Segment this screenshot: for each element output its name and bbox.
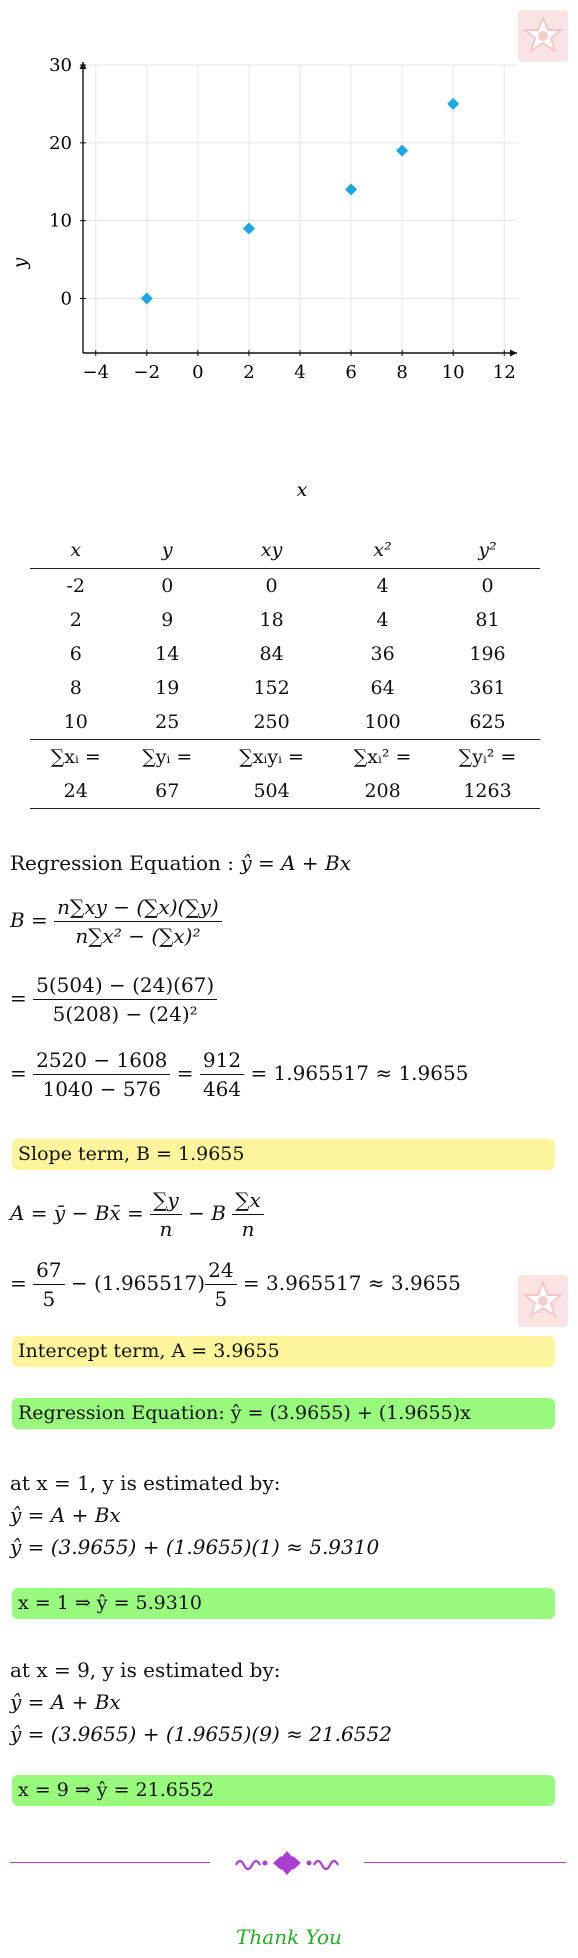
a-minus-b: − B [188, 1201, 226, 1225]
header-x2: x² [330, 532, 435, 569]
table-row [30, 705, 540, 740]
table-cell: 2 [69, 609, 82, 631]
sum-value-row [30, 774, 540, 809]
b-sub-numerator: 5(504) − (24)(67) [33, 973, 217, 1000]
table-cell: 0 [481, 575, 494, 597]
b-formula [10, 895, 222, 948]
b-calc-result: = 1.965517 ≈ 1.9655 [250, 1061, 469, 1085]
equals-sign: = [176, 1061, 194, 1085]
data-point [141, 293, 153, 305]
table-cell: 6 [69, 643, 82, 665]
table-cell: 19 [155, 677, 180, 699]
equals-sign: = [10, 1271, 27, 1295]
b-calc-numerator-1: 2520 − 1608 [33, 1048, 170, 1075]
y-tick-label: 30 [49, 55, 72, 76]
sum-label: ∑yᵢ² = [435, 740, 540, 775]
table-cell: 0 [161, 575, 174, 597]
table-cell: 0 [265, 575, 278, 597]
header-xy: xy [213, 532, 330, 569]
estimate-1-calc: ŷ = (3.9655) + (1.9655)(1) ≈ 5.9310 [10, 1535, 380, 1559]
table-cell: 4 [376, 609, 389, 631]
sum-label-row [30, 740, 540, 775]
sum-label: ∑xᵢ = [30, 740, 122, 775]
a-numerator-1: ∑y [150, 1188, 182, 1215]
table-cell: 4 [376, 575, 389, 597]
x-tick-label: 2 [243, 362, 255, 383]
table-cell: 625 [469, 711, 506, 733]
a-calc-numerator-1: 67 [33, 1258, 64, 1285]
slope-term-box: Slope term, B = 1.9655 [12, 1139, 555, 1170]
a-denominator-1: n [159, 1217, 173, 1241]
ornament-icon [232, 1849, 342, 1877]
sum-value: 24 [30, 774, 122, 809]
estimate-1-intro: at x = 1, y is estimated by: [10, 1471, 281, 1495]
sum-label: ∑yᵢ = [122, 740, 214, 775]
header-x: x [30, 532, 122, 569]
b-denominator: n∑x² − (∑x)² [75, 924, 201, 948]
sum-value: 208 [330, 774, 435, 809]
a-numerator-2: ∑x [232, 1188, 264, 1215]
thank-you-text: Thank You [236, 1925, 342, 1949]
x-tick-label: −4 [82, 362, 110, 383]
table-cell: 64 [370, 677, 395, 699]
a-calc-fraction-2 [205, 1258, 236, 1311]
table-cell: 14 [155, 643, 180, 665]
x-tick-label: 0 [192, 362, 204, 383]
table-cell: 36 [370, 643, 395, 665]
x-tick-label: 8 [396, 362, 408, 383]
a-lhs: A = ȳ − Bx̄ = [10, 1201, 144, 1225]
table-row [30, 637, 540, 671]
a-calc-middle: − (1.965517) [70, 1271, 206, 1295]
table-cell: 196 [469, 643, 506, 665]
equals-sign: = [10, 1061, 27, 1085]
table-header-row [30, 532, 540, 569]
data-point [243, 222, 255, 234]
a-calc-result: = 3.965517 ≈ 3.9655 [242, 1271, 461, 1295]
a-formula [10, 1188, 264, 1241]
table-cell: 250 [253, 711, 290, 733]
b-calc-fraction-2 [200, 1048, 244, 1101]
b-substitution [10, 973, 217, 1026]
sum-value: 504 [213, 774, 330, 809]
estimate-2-intro: at x = 9, y is estimated by: [10, 1658, 281, 1682]
table-cell: 100 [364, 711, 401, 733]
a-calc-denominator-1: 5 [42, 1287, 56, 1311]
data-point [345, 184, 357, 196]
a-denominator-2: n [241, 1217, 255, 1241]
y-tick-label: 0 [60, 288, 72, 310]
divider-right [364, 1862, 566, 1863]
divider-left [10, 1862, 210, 1863]
estimate-1-formula: ŷ = A + Bx [10, 1503, 121, 1527]
table-row [30, 569, 540, 604]
estimate-2-calc: ŷ = (3.9655) + (1.9655)(9) ≈ 21.6552 [10, 1722, 392, 1746]
b-fraction [54, 895, 222, 948]
table-cell: 18 [259, 609, 284, 631]
a-calc-numerator-2: 24 [205, 1258, 236, 1285]
a-fraction-1 [150, 1188, 182, 1241]
data-table [30, 532, 540, 809]
table-cell: 8 [69, 677, 82, 699]
table-cell: 81 [475, 609, 500, 631]
data-point [447, 98, 459, 110]
estimate-2-formula: ŷ = A + Bx [10, 1690, 121, 1714]
table-row [30, 671, 540, 705]
data-point [396, 145, 408, 157]
b-calc-denominator-2: 464 [202, 1077, 242, 1101]
x-tick-label: 4 [294, 362, 306, 383]
chart-ticks [49, 55, 516, 383]
estimate-2-box: x = 9 ⇒ ŷ = 21.6552 [12, 1775, 555, 1806]
x-tick-label: 10 [441, 362, 465, 383]
regression-title: Regression Equation : [10, 851, 234, 875]
sum-value: 67 [122, 774, 214, 809]
a-fraction-2 [232, 1188, 264, 1241]
b-sub-denominator: 5(208) − (24)² [52, 1002, 198, 1026]
b-lhs: B = [10, 908, 48, 932]
header-y2: y² [435, 532, 540, 569]
sum-label: ∑xᵢ² = [330, 740, 435, 775]
b-calc-denominator-1: 1040 − 576 [42, 1077, 162, 1101]
b-numerator: n∑xy − (∑x)(∑y) [54, 895, 222, 922]
a-calc-fraction-1 [33, 1258, 64, 1311]
a-calculation [10, 1258, 461, 1311]
equals-sign: = [10, 986, 27, 1010]
table-cell: 10 [63, 711, 88, 733]
table-cell: 152 [253, 677, 290, 699]
table-cell: -2 [66, 575, 85, 597]
intercept-term-box: Intercept term, A = 3.9655 [12, 1336, 555, 1367]
a-calc-denominator-2: 5 [214, 1287, 228, 1311]
b-calc-fraction-1 [33, 1048, 170, 1101]
b-calc-numerator-2: 912 [200, 1048, 244, 1075]
y-axis-label: y [9, 257, 31, 269]
x-tick-label: 6 [345, 362, 357, 383]
x-axis-arrow [510, 350, 517, 357]
x-tick-label: −2 [133, 362, 161, 383]
b-sub-fraction [33, 973, 217, 1026]
sum-label: ∑xᵢyᵢ = [213, 740, 330, 775]
y-tick-label: 10 [49, 210, 72, 232]
table-cell: 25 [155, 711, 180, 733]
x-tick-label: 12 [492, 362, 516, 383]
scatter-chart [0, 55, 578, 515]
y-tick-label: 20 [49, 132, 72, 154]
table-row [30, 603, 540, 637]
table-cell: 84 [259, 643, 284, 665]
b-calculation [10, 1048, 468, 1101]
table-cell: 9 [161, 609, 174, 631]
estimate-1-box: x = 1 ⇒ ŷ = 5.9310 [12, 1588, 555, 1619]
table-cell: 361 [469, 677, 506, 699]
regression-form: ŷ = A + Bx [240, 851, 351, 875]
regression-equation-box: Regression Equation: ŷ = (3.9655) + (1.9655)x [12, 1398, 555, 1429]
x-axis-label: x [296, 479, 308, 501]
regression-heading [10, 851, 351, 875]
sum-value: 1263 [435, 774, 540, 809]
header-y: y [122, 532, 214, 569]
watermark-star-icon [518, 1275, 568, 1327]
